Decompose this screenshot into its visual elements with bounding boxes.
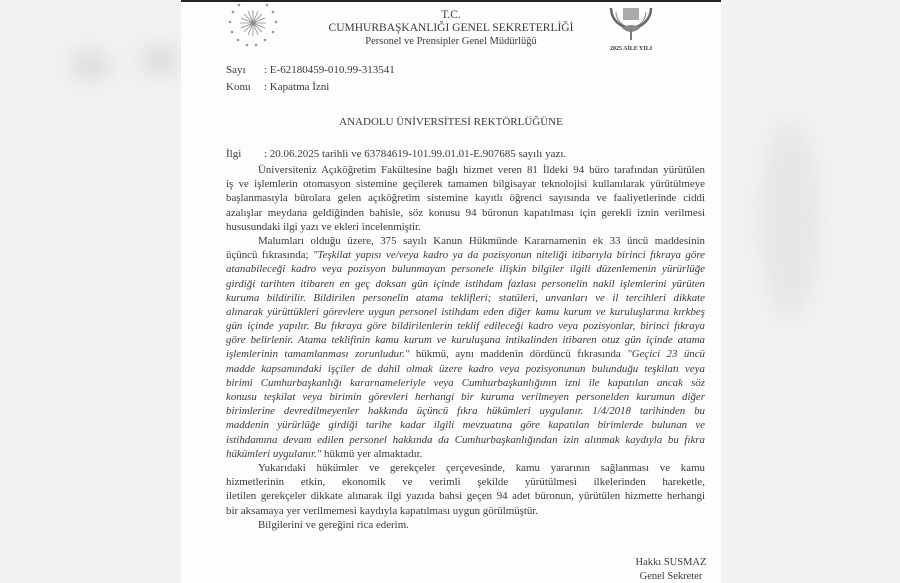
sayi-row [226, 64, 395, 76]
body-line [226, 319, 705, 333]
header-department: Personel ve Prensipler Genel Müdürlüğü [365, 36, 537, 47]
document-page [181, 0, 721, 583]
quoted-law-text: "Geçici 23 üncü [627, 348, 705, 361]
body-line: azalışlar meydana geldiğinden bahisle, söz konusu 94 büronun kapatılması için gerekli iznin verilmesi [226, 206, 705, 219]
body-line [226, 291, 705, 305]
body-text: üçüncü fıkrasında; [226, 249, 313, 262]
quoted-law-text: konusu teşkilat veya birimin görevleri herhangi bir kuruma verilmeyen personelden kurumun diğer [226, 391, 705, 403]
body-line [226, 333, 705, 347]
body-line [226, 262, 705, 276]
quoted-law-text: istihdamına devam edilen personel hakkında da Cumhurbaşkanlığından izin alınmak kaydıyla bu fıkra [226, 433, 705, 446]
body-line [226, 362, 705, 376]
signatory-name: Hakkı SUSMAZ [635, 557, 707, 568]
background-blur [70, 50, 110, 80]
body-line [226, 248, 705, 262]
header-tc: T.C. [441, 9, 461, 21]
sayi-label: Sayı [226, 64, 246, 76]
body-line: iletilen gerekçeler dikkate alınarak ilgi yazıda bahsi geçen 94 adet büronun, yürütülen hizmette herhangi [226, 490, 705, 503]
konu-value: : Kapatma İzni [264, 81, 330, 93]
body-line: Yukarıdaki hükümler ve gerekçeler çerçevesinde, kamu yararının sağlanması ve kamu [258, 461, 705, 474]
quoted-law-text: hükümleri uygulanır." [226, 447, 322, 460]
konu-row [226, 81, 329, 93]
body-line [226, 347, 705, 361]
letter-body [226, 163, 705, 532]
signatory-title: Genel Sekreter [639, 571, 703, 582]
body-text: hükmü yer almaktadır. [321, 447, 423, 460]
background-blur [140, 45, 180, 75]
emblem-caption: 2025 AİLE YILI [609, 46, 653, 52]
addressee: ANADOLU ÜNİVERSİTESİ REKTÖRLÜĞÜNE [339, 116, 563, 128]
sayi-value: : E-62180459-010.99-313541 [264, 64, 395, 76]
body-line [226, 305, 705, 319]
body-line: iş ve işlemlerin otomasyon sistemine geçilerek tamamen bilgisayar teknolojisi kullanılarak yürütülmeye [226, 178, 705, 191]
quoted-law-text: atanabileceği kadro veya pozisyon bulunmayan personele ilişkin bilgiler ilgili düzenlemenin yürürlüğe [226, 263, 705, 276]
quoted-law-text: birimlerine devredilmeyenler hakkında üçüncü fıkra hükümleri uygulanır. 1/4/2018 tarihinden bu [226, 405, 705, 418]
body-line: hizmetlerinin etkin, ekonomik ve verimli şekilde yürütülmesi ilkelerinden hareketle, [226, 476, 705, 489]
background-blur [760, 120, 820, 320]
body-line [226, 447, 705, 461]
quoted-law-text: birimi Cumhurbaşkanlığı kararnameleriyle veya Cumhurbaşkanlığının izni ile kapatılan ancak söz [226, 376, 705, 389]
ilgi-value: : 20.06.2025 tarihli ve 63784619-101.99.01.01-E.907685 sayılı yazı. [264, 148, 567, 160]
quoted-law-text: işlemlerinin tamamlanması zorunludur." [226, 348, 410, 361]
header-institution: CUMHURBAŞKANLIĞI GENEL SEKRETERLİĞİ [328, 22, 574, 34]
quoted-law-text: madde kapsamındaki işçiler de dahil olmak üzere kadro veya pozisyonunun bulunduğu teşkilatı veya [226, 362, 705, 375]
body-line [226, 433, 705, 447]
family-year-emblem-icon [604, 2, 658, 46]
body-line [226, 404, 705, 418]
quoted-law-text: alınarak yürüttükleri görevlere uygun personel istihdam eden diğer kamu kurum ve kuruluşlarına kırkbeş [226, 305, 705, 318]
quoted-law-text: "Teşkilat yapısı ve/veya kadro ya da pozisyonun niteliği itibarıyla birinci fıkraya göre [312, 249, 705, 262]
body-line: başlanmasıyla bürolara gelen açıköğretim sistemine kayıtlı öğrenci sayısında ve faaliyetlerinde ciddi [226, 192, 705, 205]
ilgi-label: İlgi [226, 148, 242, 160]
body-line [226, 418, 705, 432]
quoted-law-text: maddenin yürürlüğe girdiği tarihe kadar ilgili mevzuatına göre kapatılan birimlerde bulunan ve [226, 419, 705, 432]
quoted-law-text: göre belirlenir. Atama teklifinin kamu kurum ve kuruluşuna intikalinden itibaren otuz gün içinde atama [226, 334, 705, 347]
body-line: hususundaki ilgi yazı ve ekleri incelenmiştir. [226, 220, 421, 233]
closing-line: Bilgilerini ve gereğini rica ederim. [258, 518, 409, 531]
ilgi-row [226, 148, 566, 160]
konu-label: Konu [226, 81, 251, 93]
body-line [226, 390, 705, 404]
quoted-law-text: gün içinde yapılır. Bu fıkraya göre bildirilenlerin teklif edileceği kadro veya pozisyonlar, birinci fıkraya [226, 320, 705, 333]
body-line [226, 277, 705, 291]
body-line: bir aksamaya yer verilmemesi kaydıyla kapatılması uygun görülmüştür. [226, 504, 539, 517]
body-line [226, 376, 705, 390]
body-line: Üniversiteniz Açıköğretim Fakültesine bağlı hizmet veren 81 İldeki 94 büro tarafından yürütülen [258, 164, 705, 176]
quoted-law-text: kuruma bildirilir. Bildirilen personelin atama teklifleri; statüleri, unvanları ve il tercihleri dikkate [226, 291, 705, 304]
body-text: hükmü, aynı maddenin dördüncü fıkrasında [409, 348, 628, 361]
quoted-law-text: girdiği tarihten itibaren en geç doksan gün içinde istihdam fazlası personelin nakil işlemlerini yürüten [226, 277, 705, 290]
body-line: Malumları olduğu üzere, 375 sayılı Kanun Hükmünde Kararnamenin ek 33 üncü maddesinin [258, 234, 705, 247]
